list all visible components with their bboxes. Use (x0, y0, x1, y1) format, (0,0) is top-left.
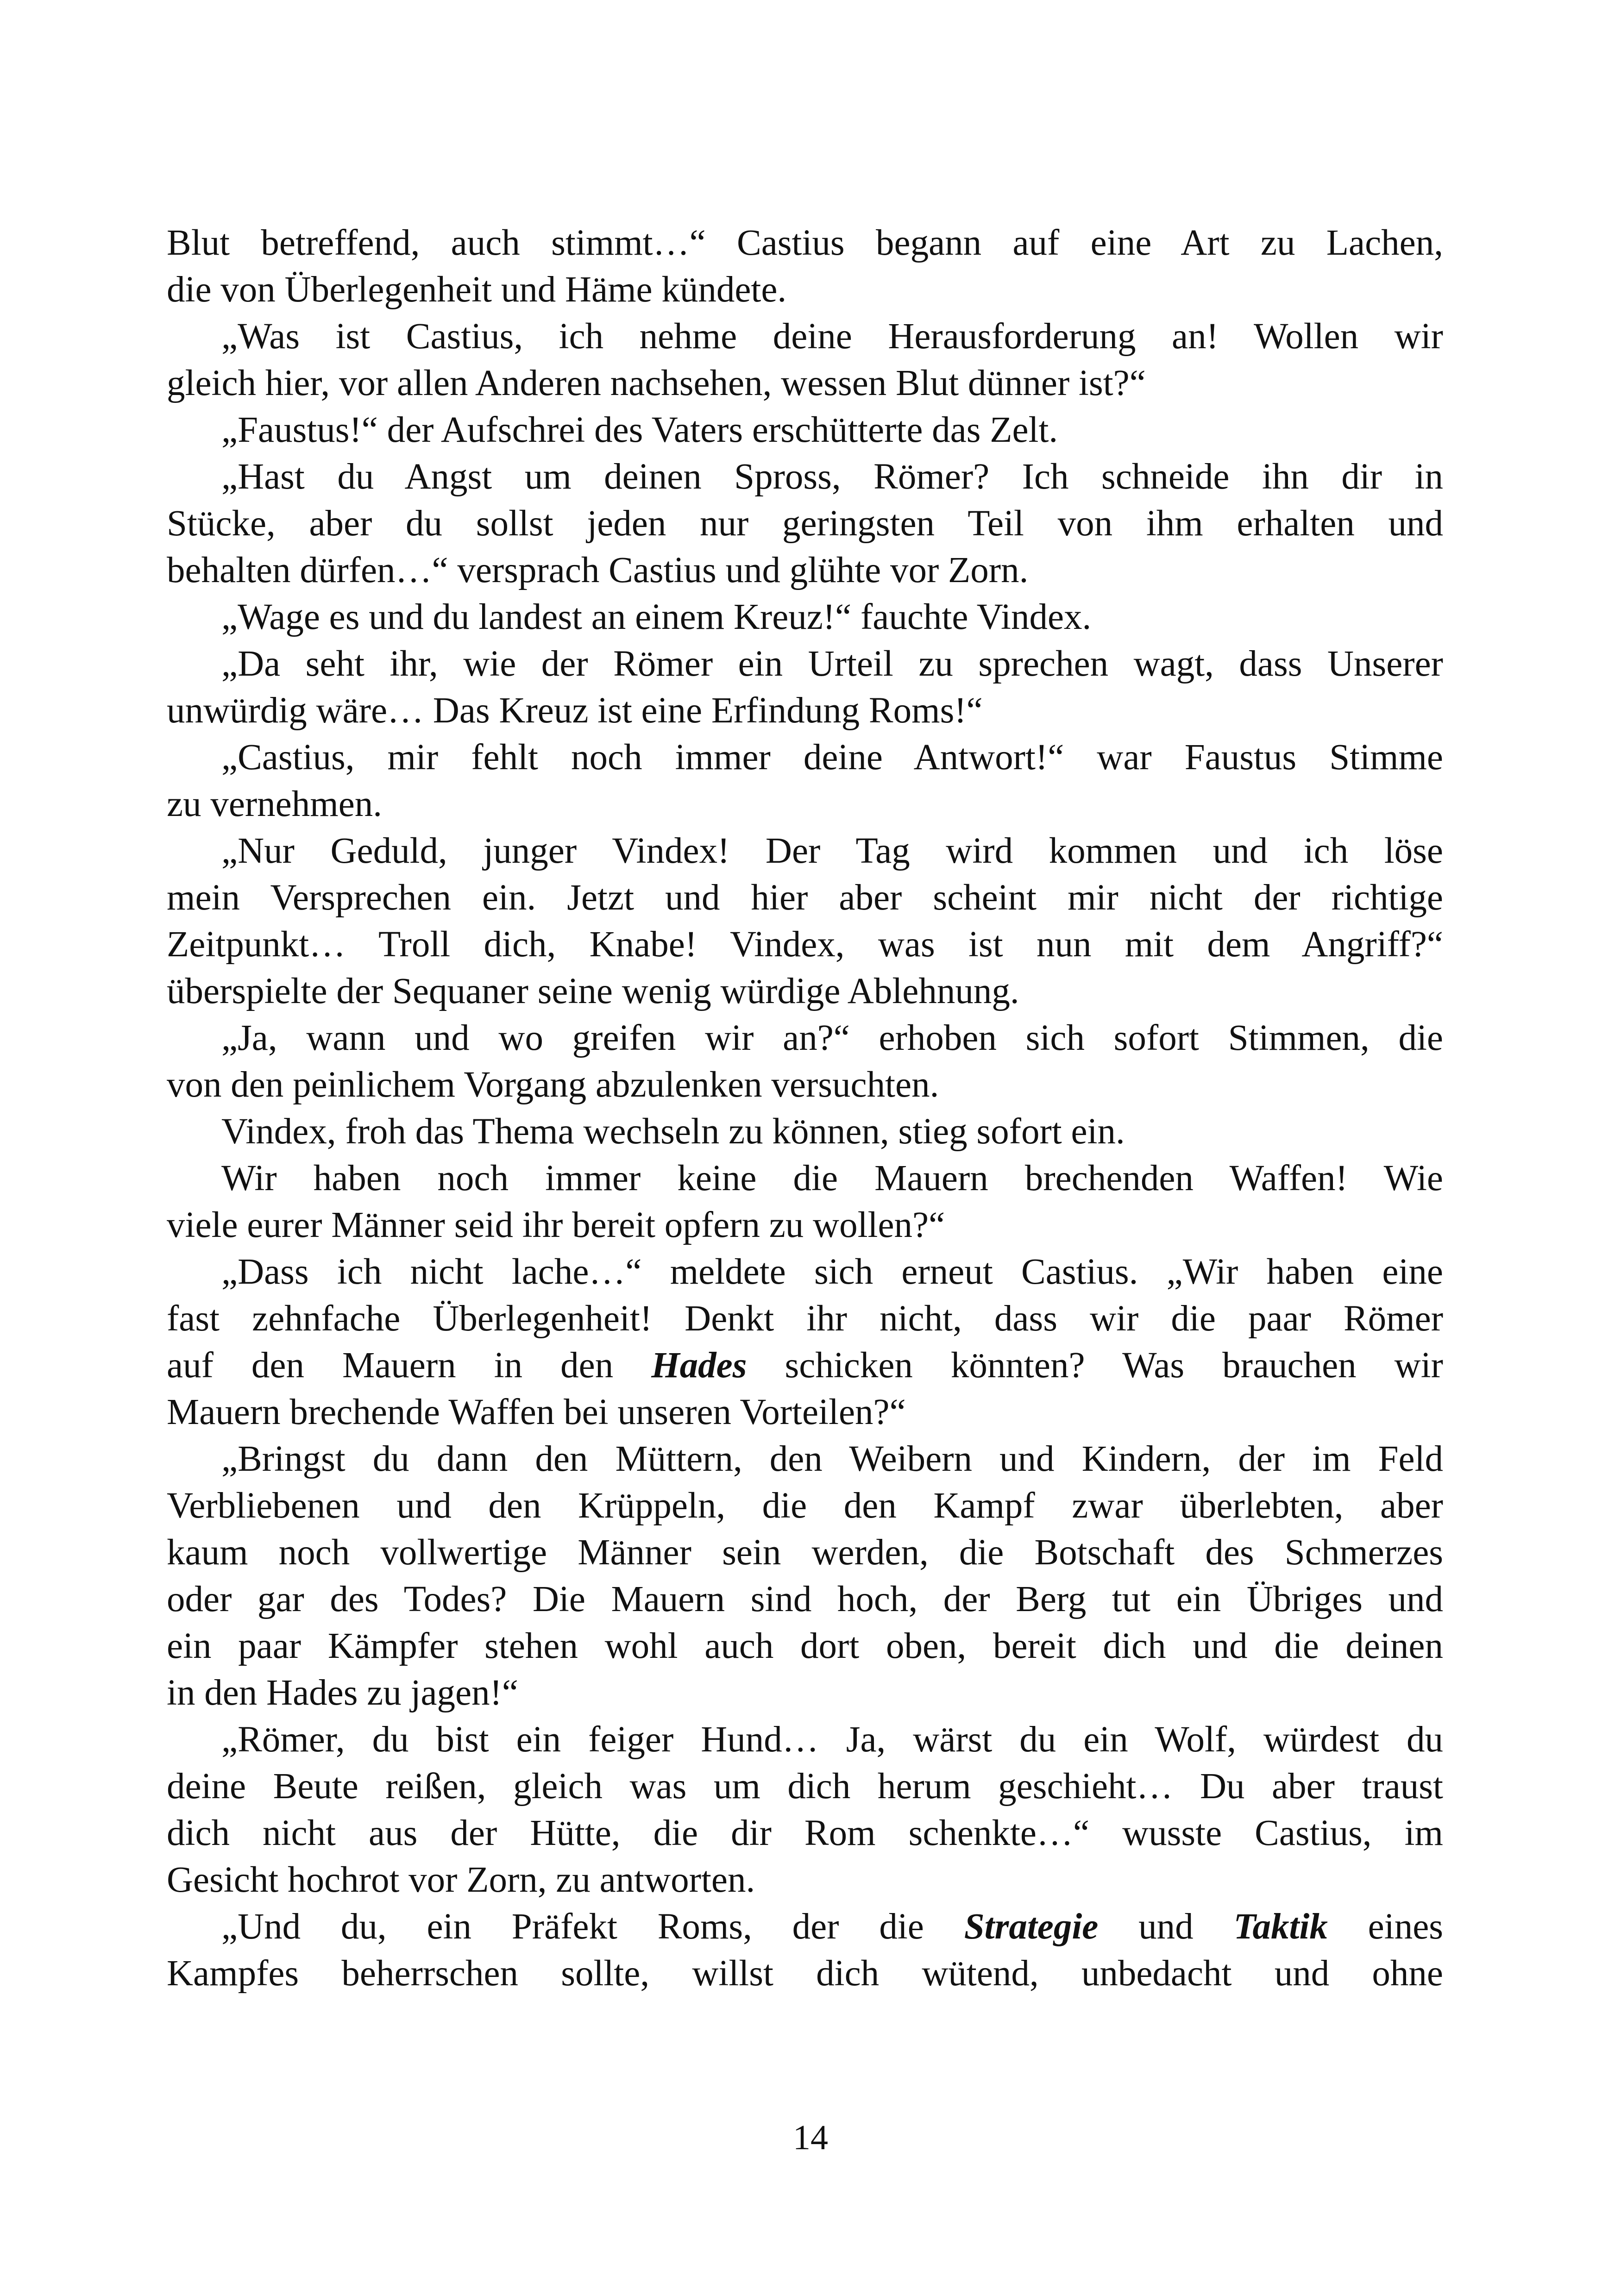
text-line: „Was ist Castius, ich nehme deine Herausforderung an! Wollen wir (221, 316, 1443, 357)
text-line: „Da seht ihr, wie der Römer ein Urteil zu sprechen wagt, dass Unserer (221, 644, 1443, 684)
text-line: Gesicht hochrot vor Zorn, zu antworten. (167, 1860, 755, 1900)
text-line: „Dass ich nicht lache…“ meldete sich erneut Castius. „Wir haben eine (221, 1252, 1443, 1292)
text-line: Wir haben noch immer keine die Mauern brechenden Waffen! Wie (221, 1158, 1443, 1198)
text-line: Mauern brechende Waffen bei unseren Vorteilen?“ (167, 1392, 906, 1432)
text-line: überspielte der Sequaner seine wenig würdige Ablehnung. (167, 971, 1019, 1011)
text-line: „Bringst du dann den Müttern, den Weibern und Kindern, der im Feld (221, 1439, 1443, 1479)
text-segment: „Und du, ein Präfekt Roms, der die (221, 1907, 964, 1947)
text-line: „Nur Geduld, junger Vindex! Der Tag wird kommen und ich löse (221, 831, 1443, 871)
emphasized-term: Strategie (964, 1907, 1099, 1947)
text-line: viele eurer Männer seid ihr bereit opfern zu wollen?“ (167, 1205, 945, 1245)
text-line: gleich hier, vor allen Anderen nachsehen, wessen Blut dünner ist?“ (167, 363, 1146, 403)
text-segment: schicken könnten? Was brauchen wir (747, 1345, 1443, 1386)
text-line: mein Versprechen ein. Jetzt und hier aber scheint mir nicht der richtige (167, 878, 1443, 918)
text-line: deine Beute reißen, gleich was um dich herum geschieht… Du aber traust (167, 1766, 1443, 1807)
text-line: Verbliebenen und den Krüppeln, die den Kampf zwar überlebten, aber (167, 1486, 1443, 1526)
text-line: behalten dürfen…“ versprach Castius und glühte vor Zorn. (167, 550, 1029, 590)
body-text (167, 220, 1443, 1997)
text-line: „Ja, wann und wo greifen wir an?“ erhoben sich sofort Stimmen, die (221, 1018, 1443, 1058)
text-line: die von Überlegenheit und Häme kündete. (167, 270, 787, 310)
emphasized-term: Taktik (1233, 1907, 1328, 1947)
text-line: „Faustus!“ der Aufschrei des Vaters erschütterte das Zelt. (221, 410, 1058, 450)
text-line: „Hast du Angst um deinen Spross, Römer? Ich schneide ihn dir in (221, 457, 1443, 497)
text-segment: und (1098, 1907, 1234, 1947)
text-line: Stücke, aber du sollst jeden nur geringsten Teil von ihm erhalten und (167, 503, 1443, 544)
text-segment: auf den Mauern in den (167, 1345, 652, 1386)
text-line: „Castius, mir fehlt noch immer deine Antwort!“ war Faustus Stimme (221, 737, 1443, 778)
text-line: zu vernehmen. (167, 784, 383, 824)
text-line: oder gar des Todes? Die Mauern sind hoch, der Berg tut ein Übriges und (167, 1579, 1443, 1619)
text-line: kaum noch vollwertige Männer sein werden, die Botschaft des Schmerzes (167, 1532, 1443, 1573)
emphasized-term: Hades (651, 1345, 747, 1386)
text-line: Zeitpunkt… Troll dich, Knabe! Vindex, was ist nun mit dem Angriff?“ (167, 924, 1443, 965)
text-line: Vindex, froh das Thema wechseln zu können, stieg sofort ein. (221, 1111, 1125, 1152)
text-line: unwürdig wäre… Das Kreuz ist eine Erfindung Roms!“ (167, 690, 983, 731)
page-number: 14 (793, 2118, 828, 2157)
text-line: von den peinlichem Vorgang abzulenken versuchten. (167, 1065, 939, 1105)
text-line: „Römer, du bist ein feiger Hund… Ja, wärst du ein Wolf, würdest du (221, 1719, 1443, 1760)
text-line (167, 1903, 1443, 1950)
text-line: Blut betreffend, auch stimmt…“ Castius begann auf eine Art zu Lachen, (167, 223, 1443, 263)
text-line: dich nicht aus der Hütte, die dir Rom schenkte…“ wusste Castius, im (167, 1813, 1443, 1853)
text-line: in den Hades zu jagen!“ (167, 1673, 518, 1713)
text-line: „Wage es und du landest an einem Kreuz!“ fauchte Vindex. (221, 597, 1092, 637)
text-line: fast zehnfache Überlegenheit! Denkt ihr nicht, dass wir die paar Römer (167, 1299, 1443, 1339)
text-line: Kampfes beherrschen sollte, willst dich wütend, unbedacht und ohne (167, 1953, 1443, 1994)
text-segment: eines (1327, 1907, 1443, 1947)
text-line (167, 1342, 1443, 1389)
text-line: ein paar Kämpfer stehen wohl auch dort oben, bereit dich und die deinen (167, 1626, 1443, 1666)
